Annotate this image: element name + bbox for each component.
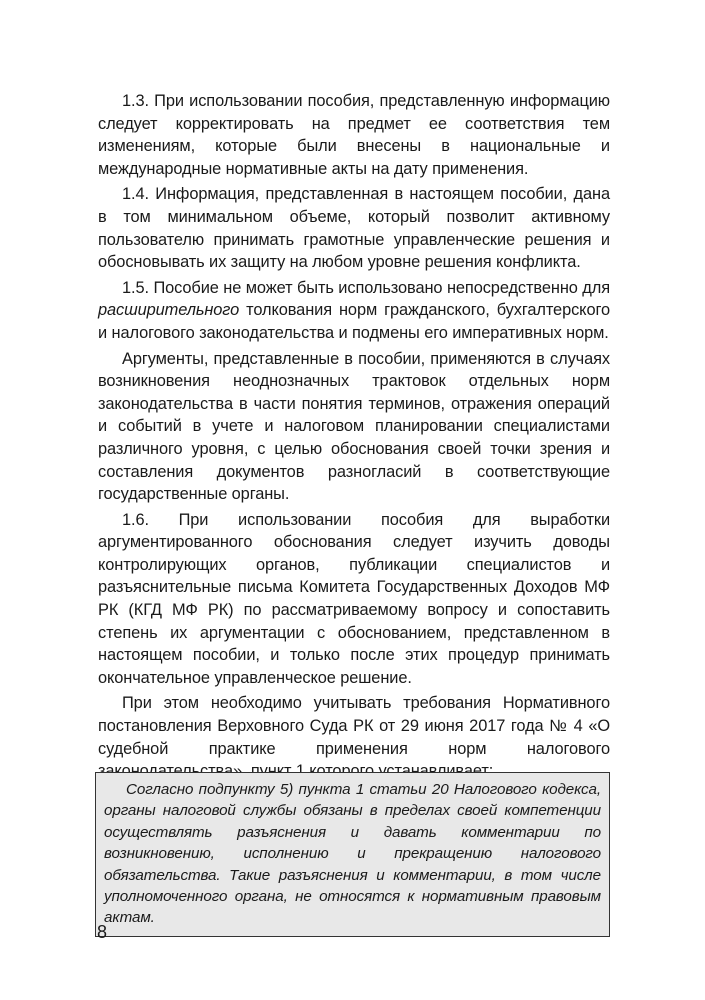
paragraph-1-4: 1.4. Информация, представленная в настоящем пособии, дана в том минимальном объеме, который позволит активному пользователю принимать грамотные управленческие решения и обосновывать их защиту на любом уровне решения конфликта. bbox=[98, 185, 610, 272]
paragraph-supreme-court: При этом необходимо учитывать требования Нормативного постановления Верховного Суда РК от 29 июня 2017 года № 4 «О судебной практике применения норм налогового bbox=[98, 694, 610, 758]
page-body bbox=[98, 90, 610, 783]
paragraph-1-5-end: толкования норм гражданского, бухгалтерского и налогового законодательства и подмены его императивных норм. bbox=[98, 301, 610, 342]
emphasized-word: расширительного bbox=[98, 301, 240, 320]
paragraph-1-5 bbox=[98, 277, 610, 345]
page-number: 8 bbox=[97, 922, 108, 942]
paragraph-arguments: Аргументы, представленные в пособии, применяются в случаях возникновения неоднозначных трактовок отдельных норм законодательства в части понятия терминов, отражения операций и событий в учете и налоговом планировании специалистами различного уровня, с целью обоснования своей точки зрения и составления документов разногласий в соответствующие государственные органы. bbox=[98, 349, 610, 504]
quote-text: Согласно подпункту 5) пункта 1 статьи 20 Налогового кодекса, органы налоговой службы обязаны в пределах своей компетенции осуществлять разъяснения и давать комментарии по возникновению, исполнению и прекращению налогового обязательства. Такие разъяснения и комментарии, в том числе уполномоченного органа, не относятся к нормативным правовым актам. bbox=[104, 781, 601, 927]
paragraph-1-6: 1.6. При использовании пособия для выработки аргументированного обоснования следует изучить доводы контролирующих органов, публикации специалистов и разъяснительные письма Комитета Государственных Доходов МФ РК (КГД МФ РК) по рассматриваемому вопросу и сопоставить степень их аргументации с обоснованием, представленном в настоящем пособии, и только после этих процедур принимать окончательное управленческое решение. bbox=[98, 510, 610, 687]
quote-box bbox=[95, 772, 610, 937]
paragraph-1-3: 1.3. При использовании пособия, представленную информацию следует корректировать на предмет ее соответствия тем изменениям, которые были внесены в национальные и международные нормативные акты на дату применения. bbox=[98, 92, 610, 178]
paragraph-1-5-start: 1.5. Пособие не может быть использовано непосредственно для bbox=[122, 278, 610, 297]
